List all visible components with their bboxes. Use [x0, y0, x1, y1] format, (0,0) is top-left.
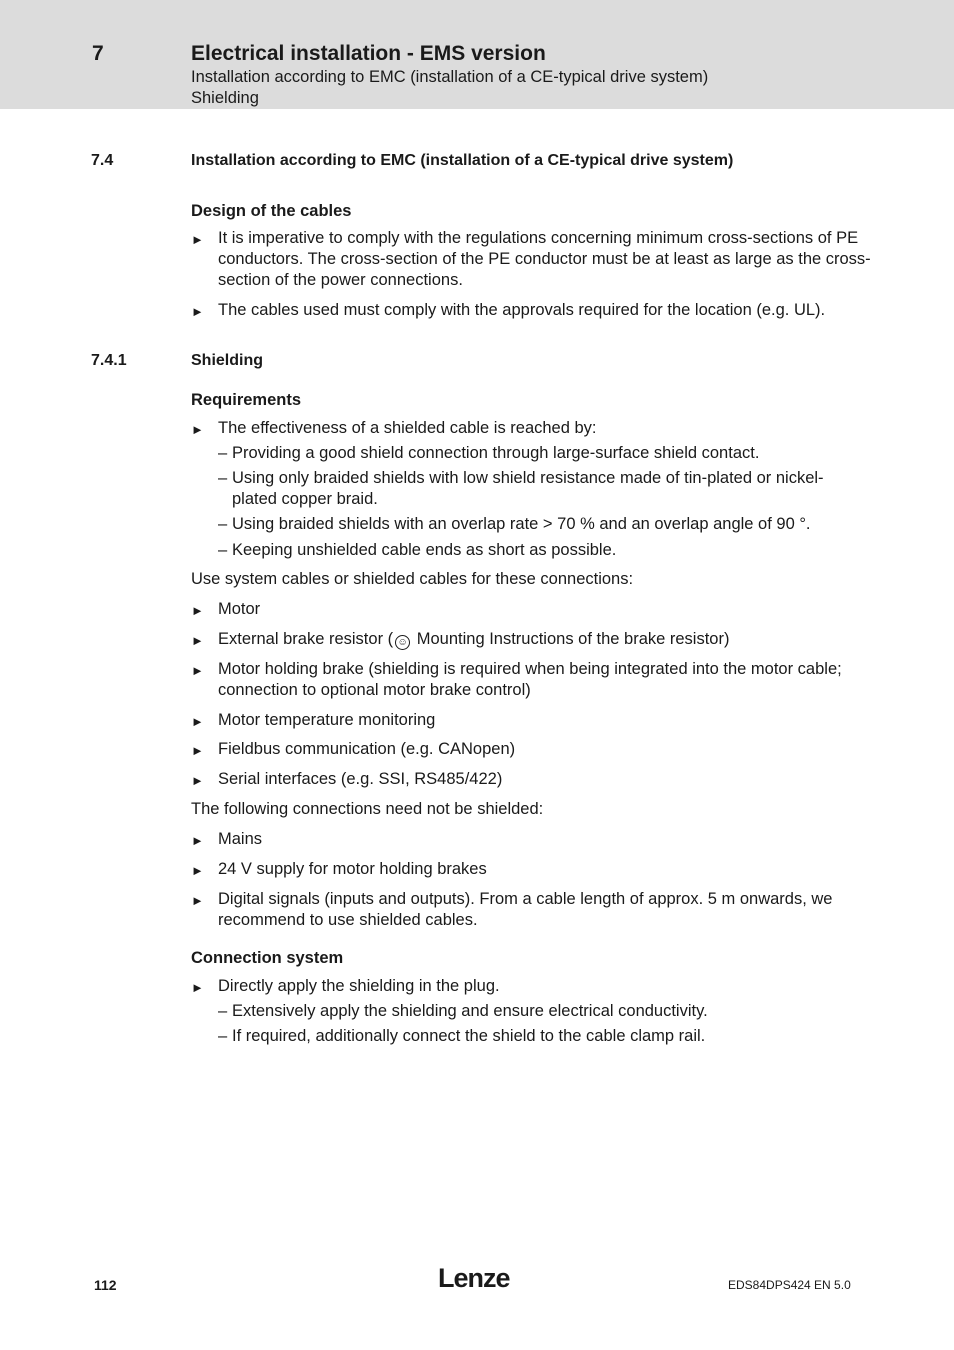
bullet-icon: ► [191, 663, 204, 678]
sub-list-item-text: Keeping unshielded cable ends as short as possible. [232, 541, 617, 559]
dash-marker: – [218, 515, 228, 533]
list-item-text [218, 629, 871, 650]
chapter-number: 7 [92, 42, 104, 65]
list-item-text: The effectiveness of a shielded cable is reached by: [218, 419, 597, 437]
dash-marker: – [218, 444, 228, 462]
list-item-text: Serial interfaces (e.g. SSI, RS485/422) [218, 770, 503, 788]
bullet-icon: ► [191, 743, 204, 758]
list-item [191, 418, 871, 439]
list-item [191, 599, 871, 620]
design-of-cables-heading: Design of the cables [191, 202, 352, 220]
sub-list-item [218, 1026, 868, 1047]
sub-list-item-text: Using braided shields with an overlap rate > 70 % and an overlap angle of 90 °. [232, 515, 811, 533]
chapter-title: Electrical installation - EMS version [191, 42, 546, 65]
bullet-icon: ► [191, 980, 204, 995]
brake-resistor-text-suffix: Mounting Instructions of the brake resistor) [412, 630, 730, 648]
list-item-text: It is imperative to comply with the regulations concerning minimum cross-sections of PE conductors. The cross-section of the PE conductor must be at least as large as the cross-section of the power connections. [218, 229, 871, 289]
list-item [191, 300, 871, 321]
bullet-icon: ► [191, 773, 204, 788]
list-item [191, 739, 871, 760]
lenze-logo: Lenze [438, 1263, 510, 1293]
bullet-icon: ► [191, 603, 204, 618]
bullet-icon: ► [191, 422, 204, 437]
list-item-text: Motor [218, 600, 261, 618]
sub-list-item [218, 1001, 868, 1022]
header-subtitle-section: Installation according to EMC (installation of a CE-typical drive system) [191, 68, 709, 86]
list-item-text: Digital signals (inputs and outputs). From a cable length of approx. 5 m onwards, we recommend to use shielded cables. [218, 890, 833, 929]
dash-marker: – [218, 541, 228, 559]
dash-marker: – [218, 469, 228, 487]
list-item-text: The cables used must comply with the approvals required for the location (e.g. UL). [218, 301, 826, 319]
not-shielded-intro: The following connections need not be shielded: [191, 800, 544, 818]
bullet-icon: ► [191, 633, 204, 648]
subsection-title: Shielding [191, 352, 263, 369]
bullet-icon: ► [191, 304, 204, 319]
sub-list-item [218, 540, 868, 561]
bullet-icon: ► [191, 893, 204, 908]
dash-marker: – [218, 1002, 228, 1020]
list-item-text: Motor temperature monitoring [218, 711, 436, 729]
bullet-icon: ► [191, 714, 204, 729]
list-item [191, 976, 871, 997]
chapter-header [0, 0, 954, 109]
sub-list-item [218, 514, 868, 535]
section-number: 7.4 [91, 152, 114, 169]
list-item-text: Mains [218, 830, 263, 848]
document-id: EDS84DPS424 EN 5.0 [728, 1278, 851, 1292]
sub-list-item-text: Providing a good shield connection through large-surface shield contact. [232, 444, 760, 462]
list-item [191, 228, 871, 291]
bullet-icon: ► [191, 833, 204, 848]
dash-marker: – [218, 1027, 228, 1045]
sub-list-item-text: Extensively apply the shielding and ensure electrical conductivity. [232, 1002, 708, 1020]
list-item [191, 629, 871, 650]
section-title: Installation according to EMC (installation of a CE-typical drive system) [191, 152, 734, 169]
sub-list-item-text: If required, additionally connect the shield to the cable clamp rail. [232, 1027, 706, 1045]
page-number: 112 [94, 1277, 117, 1293]
requirements-heading: Requirements [191, 391, 302, 409]
sub-list-item-text: Using only braided shields with low shield resistance made of tin-plated or nickel-plated copper braid. [232, 469, 824, 508]
system-cables-intro: Use system cables or shielded cables for these connections: [191, 570, 634, 588]
list-item [191, 829, 871, 850]
reference-book-icon: ☺ [395, 635, 410, 650]
list-item-text: 24 V supply for motor holding brakes [218, 860, 487, 878]
bullet-icon: ► [191, 232, 204, 247]
list-item [191, 769, 871, 790]
list-item [191, 859, 871, 880]
brake-resistor-text-prefix: External brake resistor ( [218, 630, 394, 648]
header-subtitle-subsection: Shielding [191, 89, 259, 107]
list-item [191, 889, 871, 931]
subsection-number: 7.4.1 [91, 352, 127, 369]
list-item-text: Motor holding brake (shielding is required when being integrated into the motor cable; connection to optional motor brake control) [218, 660, 842, 699]
bullet-icon: ► [191, 863, 204, 878]
sub-list-item [218, 443, 868, 464]
sub-list-item [218, 468, 868, 510]
list-item-text: Fieldbus communication (e.g. CANopen) [218, 740, 516, 758]
list-item-text: Directly apply the shielding in the plug. [218, 977, 500, 995]
list-item [191, 659, 871, 701]
list-item [191, 710, 871, 731]
connection-system-heading: Connection system [191, 949, 344, 967]
